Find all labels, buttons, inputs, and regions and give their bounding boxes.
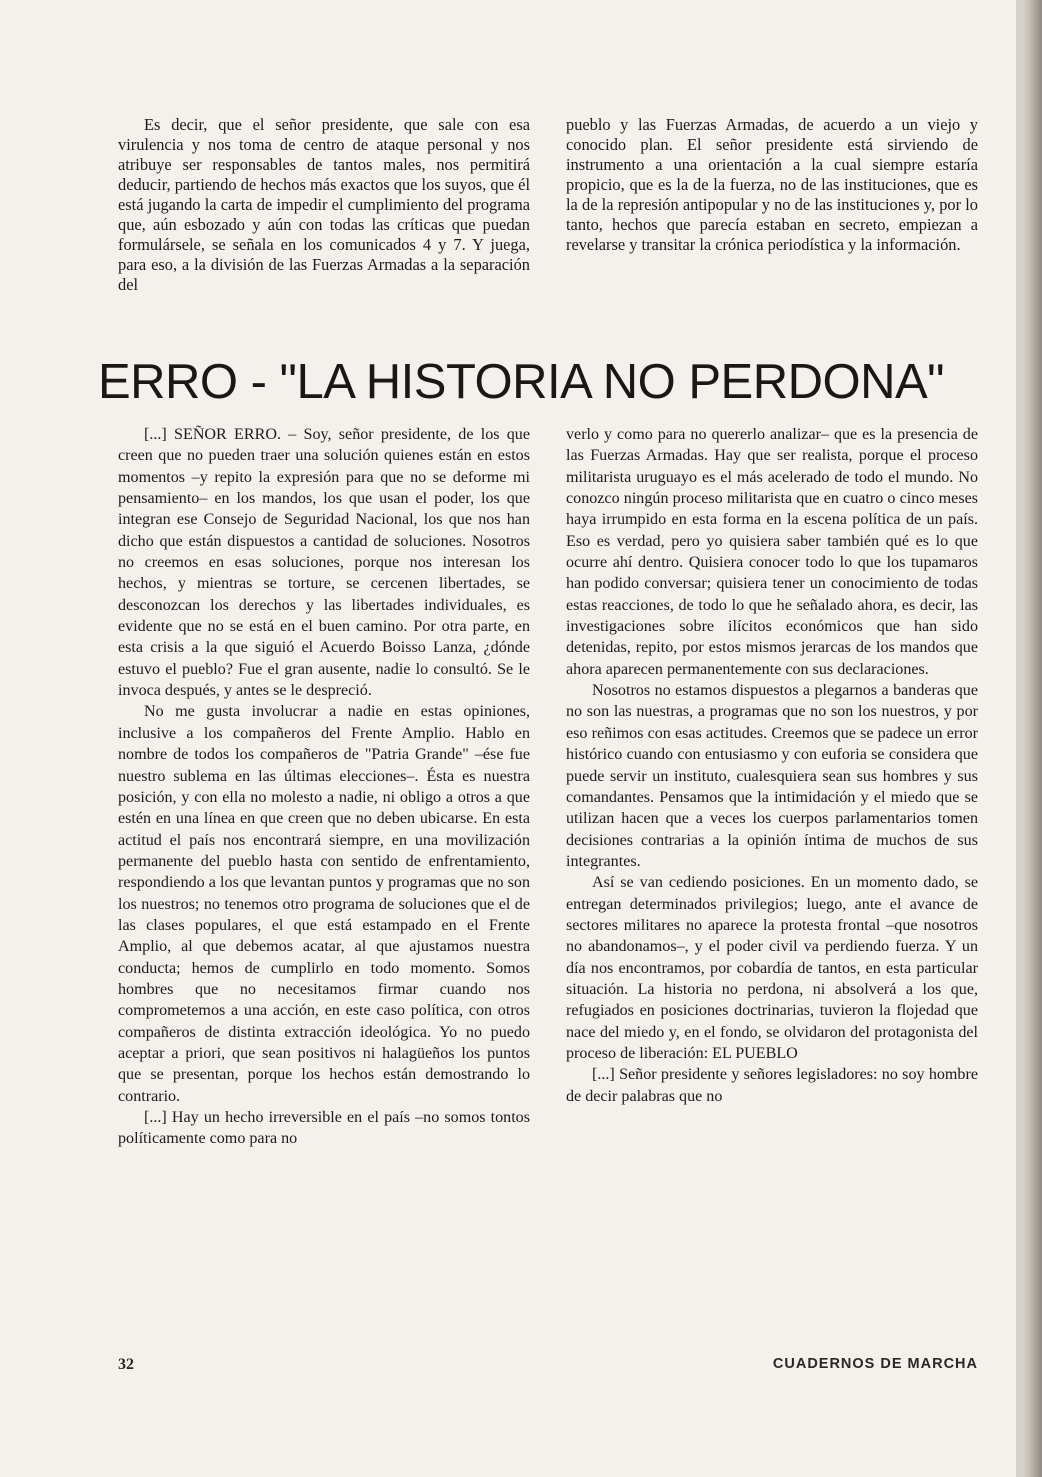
body-right-column [566, 424, 978, 1107]
top-left-column [118, 115, 530, 295]
body-paragraph: verlo y como para no quererlo analizar– que es la presencia de las Fuerzas Armadas. Hay que ser realista, porque el proceso militarista uruguayo es el más acelerado de todo el mundo. No conozco ningún proceso militarista que en cuatro o cinco meses haya irrumpido en esta forma en la escena política de un país. Eso es verdad, pero yo quisiera saber también qué es lo que ocurre ahí dentro. Quisiera conocer todo lo que los tupamaros han podido conversar; quisiera tener un conocimiento de todas estas reacciones, de todo lo que he señalado ahora, es decir, las investigaciones sobre ilícitos económicos que han sido detenidas, repito, por estos mismos jerarcas de los mandos que ahora aparecen permanentemente con sus declaraciones. [566, 426, 978, 678]
body-paragraph: No me gusta involucrar a nadie en estas opiniones, inclusive a los compañeros del Frente Amplio. Hablo en nombre de todos los compañeros de "Patria Grande" –ése fue nuestro sublema en las últimas elecciones–. Ésta es nuestra posición, y con ella no molesto a nadie, ni obligo a otros a que estén en una línea en que creen que no deben ubicarse. En esta actitud el país nos encontrará siempre, en una movilización permanente del pueblo hasta con sentido de enfrentamiento, respondiendo a los que levantan puntos y programas que no son los nuestros; no tenemos otro programa de soluciones que el de las clases populares, el que está estampado en el Frente Amplio, al que debemos acatar, al que ajustamos nuestra conducta; hemos de cumplirlo en todo momento. Somos hombres que no necesitamos firmar cuando nos comprometemos a una acción, en este caso política, con otros compañeros de distinta extracción ideológica. Yo no puedo aceptar a priori, que sean positivos ni halagüeños los puntos que se presentan, porque los hechos están demostrando lo contrario. [118, 703, 530, 1105]
page-number: 32 [118, 1356, 134, 1373]
top-left-paragraph: Es decir, que el señor presidente, que sale con esa virulencia y nos toma de centro de ataque personal y nos atribuye ser responsables de tantos males, nos permitirá deducir, partiendo de hechos más exactos que los suyos, que él está jugando la carta de impedir el cumplimiento del programa que, aún esbozado y aún con todas las críticas que puedan formulársele, se señala en los comunicados 4 y 7. Y juega, para eso, a la división de las Fuerzas Armadas a la separación del [118, 115, 530, 294]
publication-name: CUADERNOS DE MARCHA [772, 1356, 978, 1372]
body-paragraph: [...] Hay un hecho irreversible en el país –no somos tontos políticamente como para no [118, 1109, 530, 1148]
body-paragraph: [...] SEÑOR ERRO. – Soy, señor presidente, de los que creen que no pueden traer una solución quienes están en estos momentos –y repito la expresión para que no se deforme mi pensamiento– en los mandos, los que usan el poder, los que integran ese Consejo de Seguridad Nacional, los que nos han dicho que están dispuestos a cantidad de soluciones. Nosotros no creemos en esas soluciones, porque nos interesan los hechos, y mientras se torture, se cercenen libertades, se desconozcan los derechos y las libertades individuales, es evidente que no se está en el buen camino. Por otra parte, en esta crisis a la que siguió el Acuerdo Boisso Lanza, ¿dónde estuvo el pueblo? Fue el gran ausente, nadie lo consultó. Se le invoca después, y antes se le despreció. [118, 426, 530, 700]
body-paragraph: Así se van cediendo posiciones. En un momento dado, se entregan determinados privilegios; luego, ante el avance de sectores militares no aparece la protesta frontal –que nosotros no abandonamos–, y el poder civil va perdiendo fuerza. Y un día nos encontramos, por cobardía de tantos, en esta particular situación. La historia no perdona, ni absolverá a los que, refugiados en posiciones doctrinarias, tuvieron la flojedad que nace del miedo y, en el fondo, se olvidaron del protagonista del proceso de liberación: EL PUEBLO [566, 874, 978, 1062]
article-headline: ERRO - "LA HISTORIA NO PERDONA" [97, 355, 945, 409]
page-edge-fold [1016, 0, 1022, 1477]
body-paragraph: Nosotros no estamos dispuestos a plegarnos a banderas que no son las nuestras, a programas que no son los nuestros, y por eso reñimos con esas actitudes. Creemos que se padece un error histórico cuando con entusiasmo y con euforia se considera que puede servir un instituto, cualesquiera sean sus hombres y sus comandantes. Pensamos que la intimidación y el miedo que se utilizan hacen que a veces los cuerpos parlamentarios tomen decisiones contrarias a la opinión íntima de muchos de sus integrantes. [566, 682, 978, 870]
body-left-column [118, 424, 530, 1150]
top-right-paragraph: pueblo y las Fuerzas Armadas, de acuerdo a un viejo y conocido plan. El señor presidente está sirviendo de instrumento a una orientación a la cual siempre estaría propicio, que es la de la fuerza, no de las instituciones, que es la de la represión antipopular y no de las instituciones y, por lo tanto, hechos que parecía estaban en secreto, empiezan a revelarse y transitar la crónica periodística y la información. [566, 115, 978, 254]
top-right-column [566, 115, 978, 255]
body-paragraph: [...] Señor presidente y señores legisladores: no soy hombre de decir palabras que no [566, 1066, 978, 1105]
